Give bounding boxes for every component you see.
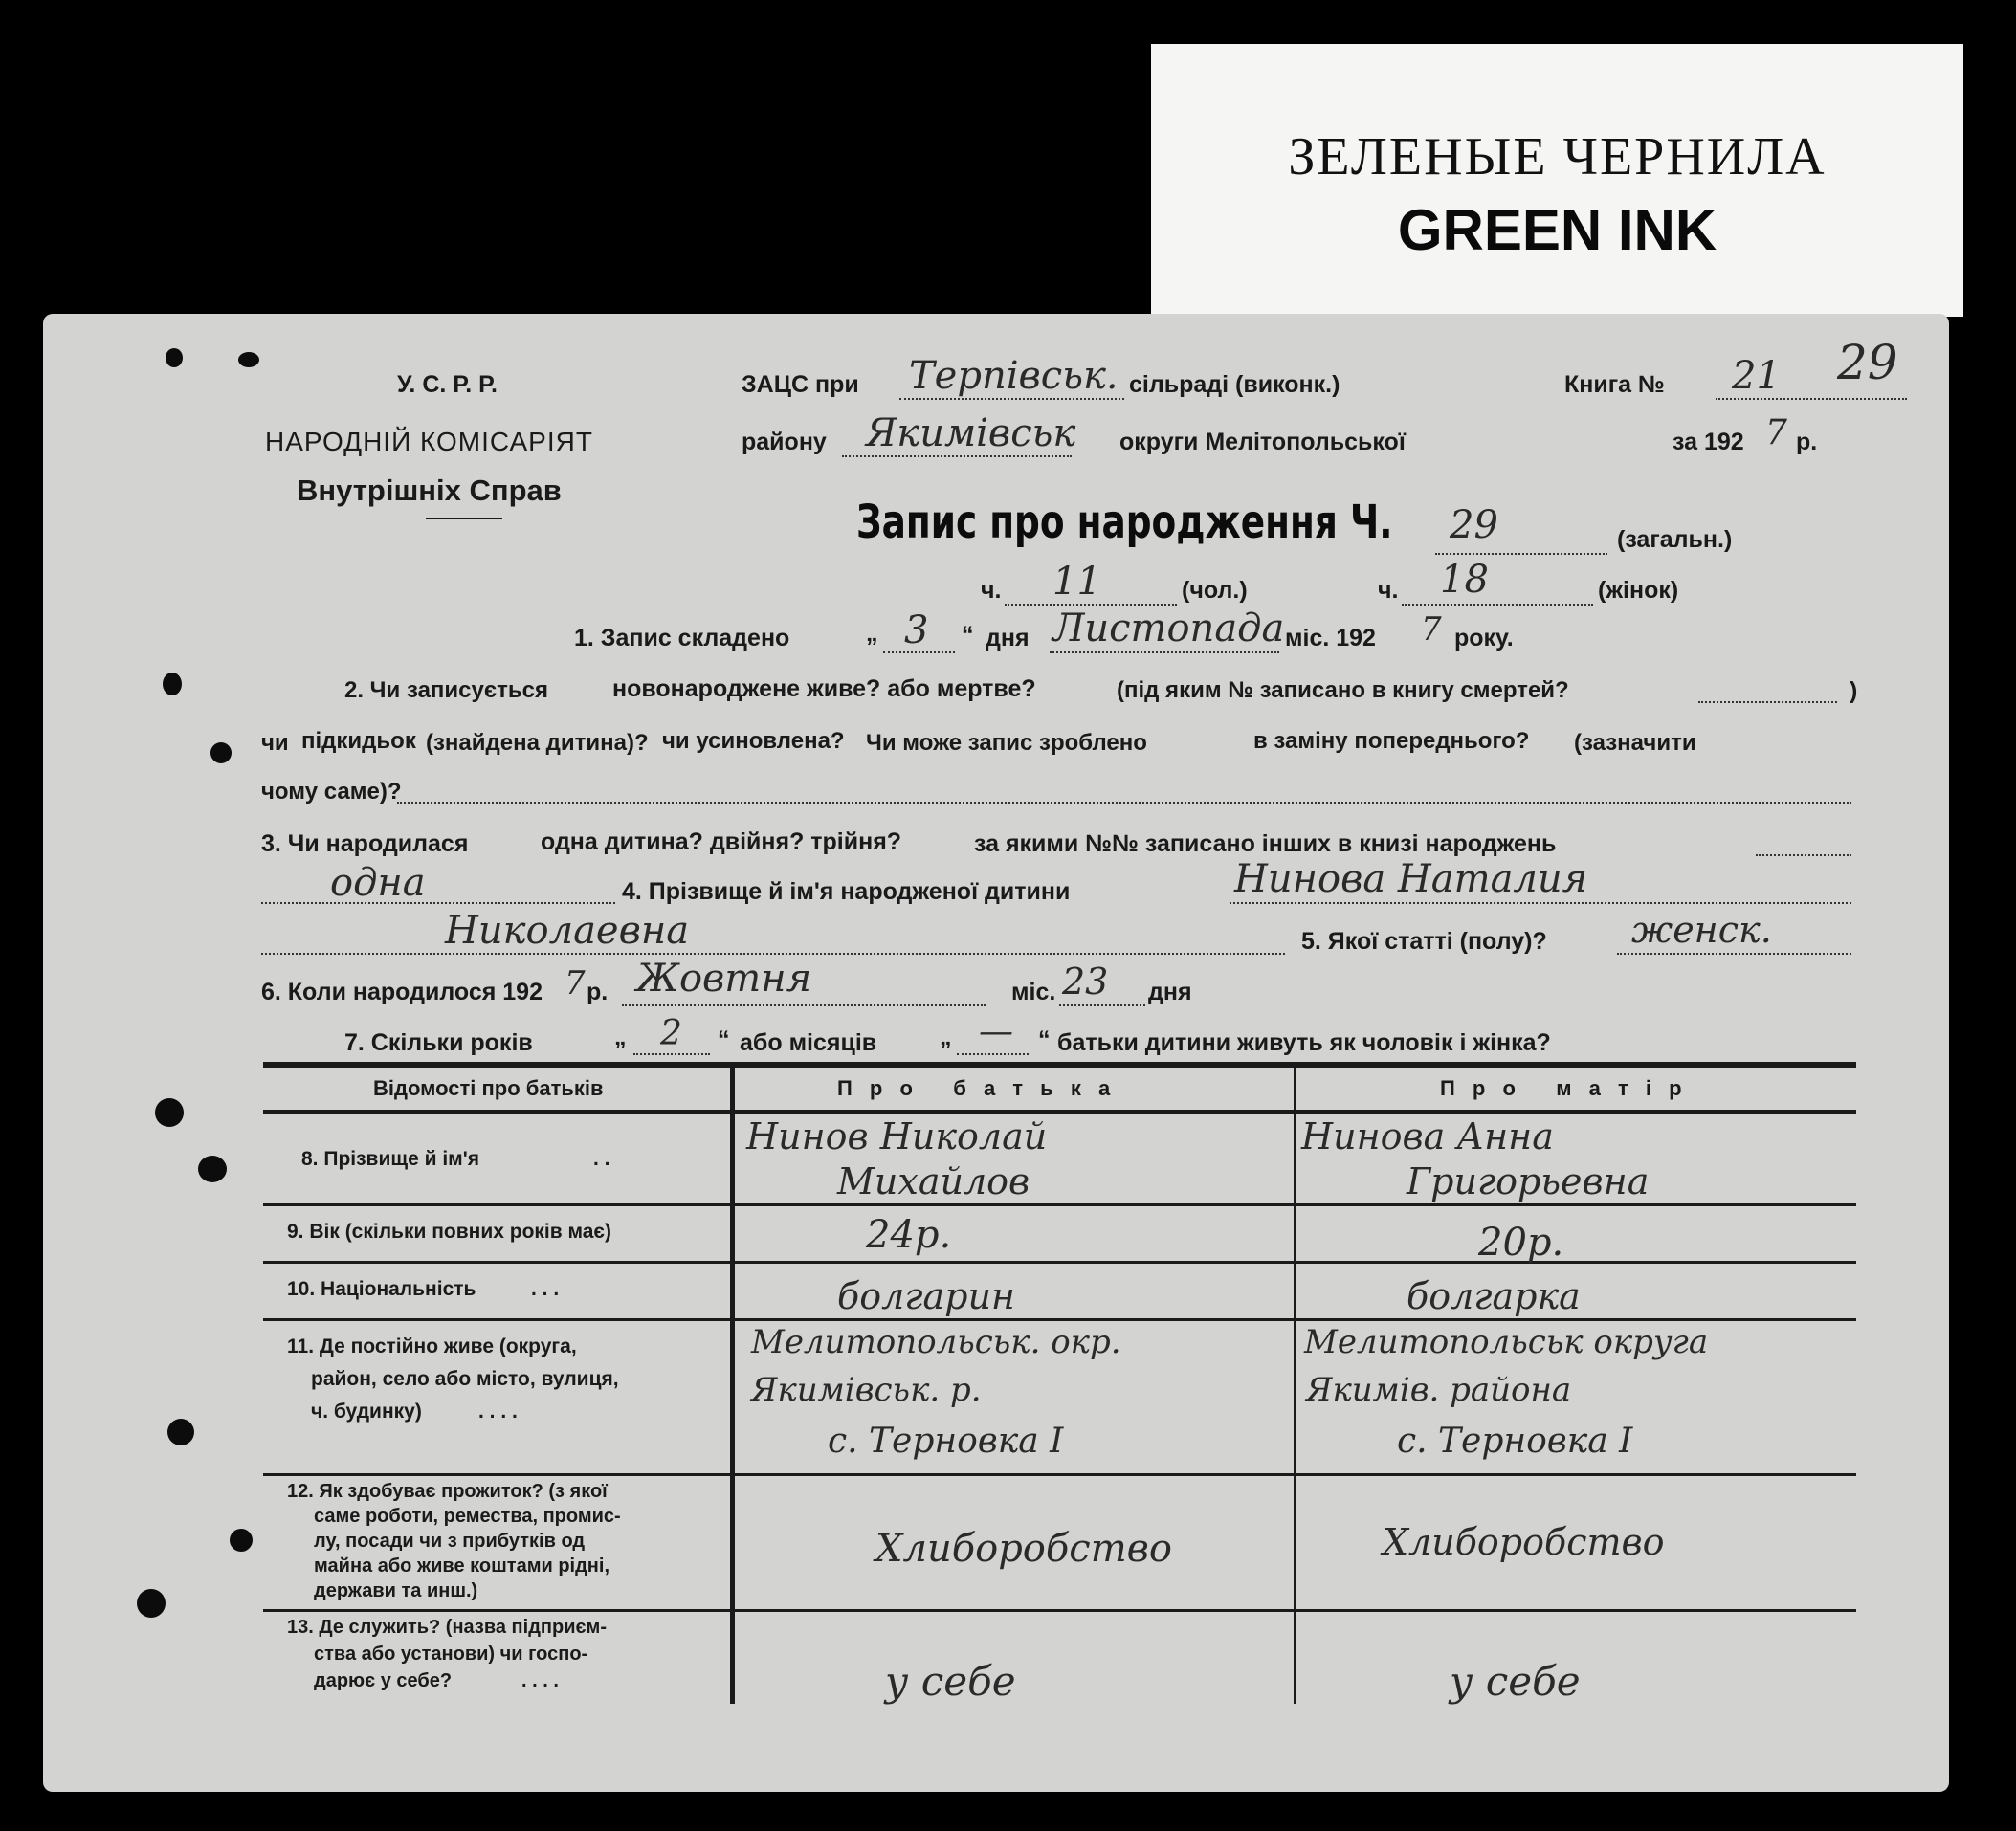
q2-line2-replacement-q: Чи може запис зроблено bbox=[866, 730, 1147, 756]
table-header-border bbox=[263, 1110, 1856, 1114]
q5-answer-handwritten: женск. bbox=[1631, 909, 1772, 951]
father-residence-line1: Мелитопольськ. окр. bbox=[751, 1323, 1121, 1361]
table-row-label: 13. Де служить? (назва підприєм- bbox=[287, 1617, 607, 1638]
q6-day-label: дня bbox=[1148, 979, 1192, 1005]
male-count-prefix: ч. bbox=[981, 577, 1002, 604]
q7-months-label: або місяців bbox=[740, 1029, 877, 1056]
table-row-label: 12. Як здобуває прожиток? (з якої bbox=[287, 1481, 608, 1502]
q1-day-label: дня bbox=[986, 625, 1030, 651]
female-count-prefix: ч. bbox=[1378, 577, 1399, 604]
table-header-mother: П р о м а т і р bbox=[1440, 1076, 1688, 1100]
q6-month-dotted-line bbox=[622, 1004, 986, 1006]
raion-dotted-line bbox=[842, 455, 1072, 457]
q3-other-numbers: за якими №№ записано інших в книзі народжень bbox=[974, 830, 1557, 857]
q1-month-dotted-line bbox=[1050, 651, 1279, 653]
book-label: Книга № bbox=[1564, 371, 1665, 398]
year-digit-handwritten: 7 bbox=[1765, 413, 1787, 452]
q1-day-handwritten: 3 bbox=[904, 608, 929, 652]
q1-label: 1. Запис складено bbox=[574, 625, 790, 651]
table-row-label: держави та инш.) bbox=[314, 1580, 478, 1601]
father-residence-line3: с. Терновка I bbox=[828, 1422, 1064, 1461]
dotted-leader: . . . . bbox=[521, 1670, 559, 1691]
q2-line3: чому саме)? bbox=[261, 779, 402, 805]
table-row-label: 11. Де постійно живе (округа, bbox=[287, 1335, 577, 1357]
quote-mark: „ bbox=[866, 620, 878, 647]
mother-name-line1: Нинова Анна bbox=[1301, 1115, 1554, 1158]
ussr-label: У. С. Р. Р. bbox=[397, 371, 498, 398]
q3-label: 3. Чи народилася bbox=[261, 830, 469, 857]
q6-month-label: міс. bbox=[1011, 979, 1056, 1005]
q5-dotted-line bbox=[1617, 953, 1851, 955]
q6-year-suffix: р. bbox=[587, 979, 609, 1005]
q7-months-handwritten: — bbox=[979, 1012, 1013, 1051]
q1-year-suffix: року. bbox=[1454, 625, 1514, 651]
mother-workplace-handwritten: у себе bbox=[1450, 1658, 1581, 1705]
table-row-label: 9. Вік (скільки повних років має) bbox=[287, 1221, 612, 1243]
father-residence-line2: Якимівськ. р. bbox=[751, 1371, 982, 1409]
binder-hole bbox=[155, 1098, 184, 1127]
q2-alive-dead: новонароджене живе? або мертве? bbox=[612, 675, 1036, 702]
label-english: GREEN INK bbox=[1397, 198, 1717, 262]
q6-day-dotted-line bbox=[1059, 1004, 1145, 1006]
table-row-label: дарює у себе? bbox=[314, 1670, 453, 1691]
table-header-father: П р о б а т ь к а bbox=[837, 1076, 1117, 1100]
father-name-line2: Михайлов bbox=[837, 1160, 1030, 1202]
green-ink-label-card bbox=[1151, 44, 1963, 317]
commissariat-line2: Внутрішніх Справ bbox=[297, 474, 562, 507]
birth-record-sheet bbox=[43, 314, 1949, 1792]
title-number-handwritten: 29 bbox=[1450, 503, 1498, 547]
q5-label: 5. Якої статті (полу)? bbox=[1301, 928, 1547, 955]
q2-line2-foundling: підкидьок bbox=[301, 728, 416, 754]
quote-mark: “ bbox=[1038, 1026, 1051, 1053]
table-header-info: Відомості про батьків bbox=[373, 1076, 604, 1100]
row-border bbox=[263, 1318, 1856, 1321]
male-count-dotted-line bbox=[1005, 604, 1177, 606]
q1-month-handwritten: Листопада bbox=[1052, 607, 1285, 651]
raion-handwritten: Якимівськ bbox=[866, 411, 1076, 455]
q2-line2-found-child: (знайдена дитина)? bbox=[426, 730, 649, 756]
row-border bbox=[263, 1203, 1856, 1206]
row-border bbox=[263, 1473, 1856, 1476]
q1-year-label: міс. 192 bbox=[1285, 625, 1376, 651]
book-dotted-line bbox=[1716, 398, 1907, 400]
binder-hole bbox=[230, 1529, 253, 1552]
binder-hole bbox=[167, 1419, 194, 1445]
q2-line2-chi: чи bbox=[261, 730, 289, 756]
q2-dotted-line bbox=[1698, 701, 1837, 703]
dotted-leader: . . . . bbox=[478, 1401, 518, 1423]
q3-answer-dotted-line bbox=[261, 902, 615, 904]
q7-question: батьки дитини живуть як чоловік і жінка? bbox=[1057, 1029, 1551, 1056]
raion-prefix: району bbox=[742, 429, 827, 455]
binder-hole bbox=[238, 352, 259, 367]
mother-age-handwritten: 20р. bbox=[1478, 1221, 1564, 1265]
table-row-label: 8. Прізвище й ім'я bbox=[301, 1148, 479, 1170]
q2-death-book: (під яким № записано в книгу смертей? bbox=[1117, 677, 1569, 703]
year-suffix: р. bbox=[1796, 429, 1818, 455]
title-suffix: (загальн.) bbox=[1617, 526, 1733, 553]
q6-label: 6. Коли народилося 192 bbox=[261, 979, 543, 1005]
table-row-label: район, село або місто, вулиця, bbox=[311, 1368, 619, 1390]
father-age-handwritten: 24р. bbox=[866, 1213, 952, 1257]
q2-label: 2. Чи записується bbox=[344, 677, 548, 703]
divider bbox=[426, 518, 502, 519]
book-handwritten: 21 bbox=[1732, 354, 1781, 398]
row-border bbox=[263, 1261, 1856, 1264]
q2-line2-specify: (зазначити bbox=[1574, 730, 1696, 756]
male-count-suffix: (чол.) bbox=[1182, 577, 1248, 604]
mother-residence-line2: Якимів. района bbox=[1306, 1371, 1572, 1409]
q4-label: 4. Прізвище й ім'я народженої дитини bbox=[622, 878, 1071, 905]
commissariat-line1: НАРОДНІЙ КОМІСАРІЯТ bbox=[265, 427, 593, 456]
father-workplace-handwritten: у себе bbox=[885, 1658, 1016, 1705]
record-title: Запис про народження Ч. bbox=[856, 496, 1393, 549]
binder-hole bbox=[137, 1589, 166, 1618]
row-border bbox=[263, 1609, 1856, 1612]
q6-month-handwritten: Жовтня bbox=[636, 957, 812, 1001]
dotted-leader: . . . bbox=[531, 1278, 560, 1300]
zags-handwritten: Терпівськ. bbox=[909, 354, 1119, 398]
q3-dotted-line bbox=[1756, 854, 1851, 856]
mother-nationality-handwritten: болгарка bbox=[1407, 1275, 1581, 1317]
father-nationality-handwritten: болгарин bbox=[837, 1275, 1015, 1317]
table-row-label: ч. будинку) bbox=[311, 1401, 422, 1423]
title-dotted-line bbox=[1435, 553, 1607, 555]
table-row-label: лу, посади чи з прибутків од bbox=[314, 1531, 586, 1552]
table-row-label: майна або живе коштами рідні, bbox=[314, 1555, 610, 1577]
binder-hole bbox=[210, 742, 232, 763]
q2-line2-adopted: чи усиновлена? bbox=[662, 728, 845, 754]
dotted-leader: . . bbox=[593, 1148, 610, 1170]
quote-mark: „ bbox=[940, 1024, 952, 1050]
q4-answer-line2: Николаевна bbox=[445, 909, 690, 953]
female-count-handwritten: 18 bbox=[1440, 558, 1489, 602]
q4-dotted-line-2 bbox=[261, 953, 1285, 955]
father-occupation-handwritten: Хлиборобство bbox=[875, 1527, 1172, 1571]
q7-label: 7. Скільки років bbox=[344, 1029, 533, 1056]
q6-year-handwritten: 7 bbox=[565, 964, 586, 1003]
binder-hole bbox=[163, 673, 182, 695]
mother-residence-line1: Мелитопольськ округа bbox=[1304, 1323, 1709, 1361]
table-row-label: ства або установи) чи госпо- bbox=[314, 1643, 588, 1665]
binder-hole bbox=[166, 348, 183, 367]
corner-number-handwritten: 29 bbox=[1837, 335, 1898, 390]
zags-prefix: ЗАЦС при bbox=[742, 371, 859, 398]
q3-answer-handwritten: одна bbox=[330, 861, 426, 905]
q1-year-handwritten: 7 bbox=[1421, 610, 1442, 649]
q7-years-dotted-line bbox=[633, 1053, 710, 1055]
q2-line3-dotted bbox=[397, 802, 1851, 804]
zags-suffix: сільраді (виконк.) bbox=[1129, 371, 1340, 398]
mother-name-line2: Григорьевна bbox=[1407, 1160, 1650, 1202]
q2-line2-replacement: в заміну попереднього? bbox=[1253, 728, 1530, 754]
male-count-handwritten: 11 bbox=[1052, 560, 1101, 604]
quote-mark: “ bbox=[718, 1026, 730, 1053]
zags-dotted-line bbox=[899, 398, 1124, 400]
table-row-label: саме роботи, ремества, промис- bbox=[314, 1506, 621, 1527]
female-count-suffix: (жінок) bbox=[1598, 577, 1679, 604]
quote-mark: “ bbox=[962, 622, 974, 649]
okrug-label: округи Мелітопольської bbox=[1119, 429, 1406, 455]
q3-options: одна дитина? двійня? трійня? bbox=[541, 828, 902, 855]
table-row-label: 10. Національність bbox=[287, 1278, 476, 1300]
q6-day-handwritten: 23 bbox=[1062, 960, 1109, 1003]
q4-dotted-line bbox=[1230, 902, 1851, 904]
label-russian: ЗЕЛЕНЫЕ ЧЕРНИЛА bbox=[1288, 127, 1827, 187]
q2-close-paren: ) bbox=[1850, 677, 1858, 704]
father-name-line1: Нинов Николай bbox=[746, 1115, 1048, 1158]
q7-months-dotted-line bbox=[957, 1053, 1029, 1055]
year-label: за 192 bbox=[1673, 429, 1744, 455]
q4-answer-line1: Нинова Наталия bbox=[1234, 857, 1588, 901]
binder-hole bbox=[198, 1156, 227, 1182]
q7-years-handwritten: 2 bbox=[660, 1014, 682, 1053]
mother-occupation-handwritten: Хлиборобство bbox=[1383, 1521, 1665, 1563]
female-count-dotted-line bbox=[1402, 604, 1593, 606]
table-top-border bbox=[263, 1062, 1856, 1068]
quote-mark: „ bbox=[614, 1024, 627, 1050]
mother-residence-line3: с. Терновка I bbox=[1397, 1422, 1633, 1461]
